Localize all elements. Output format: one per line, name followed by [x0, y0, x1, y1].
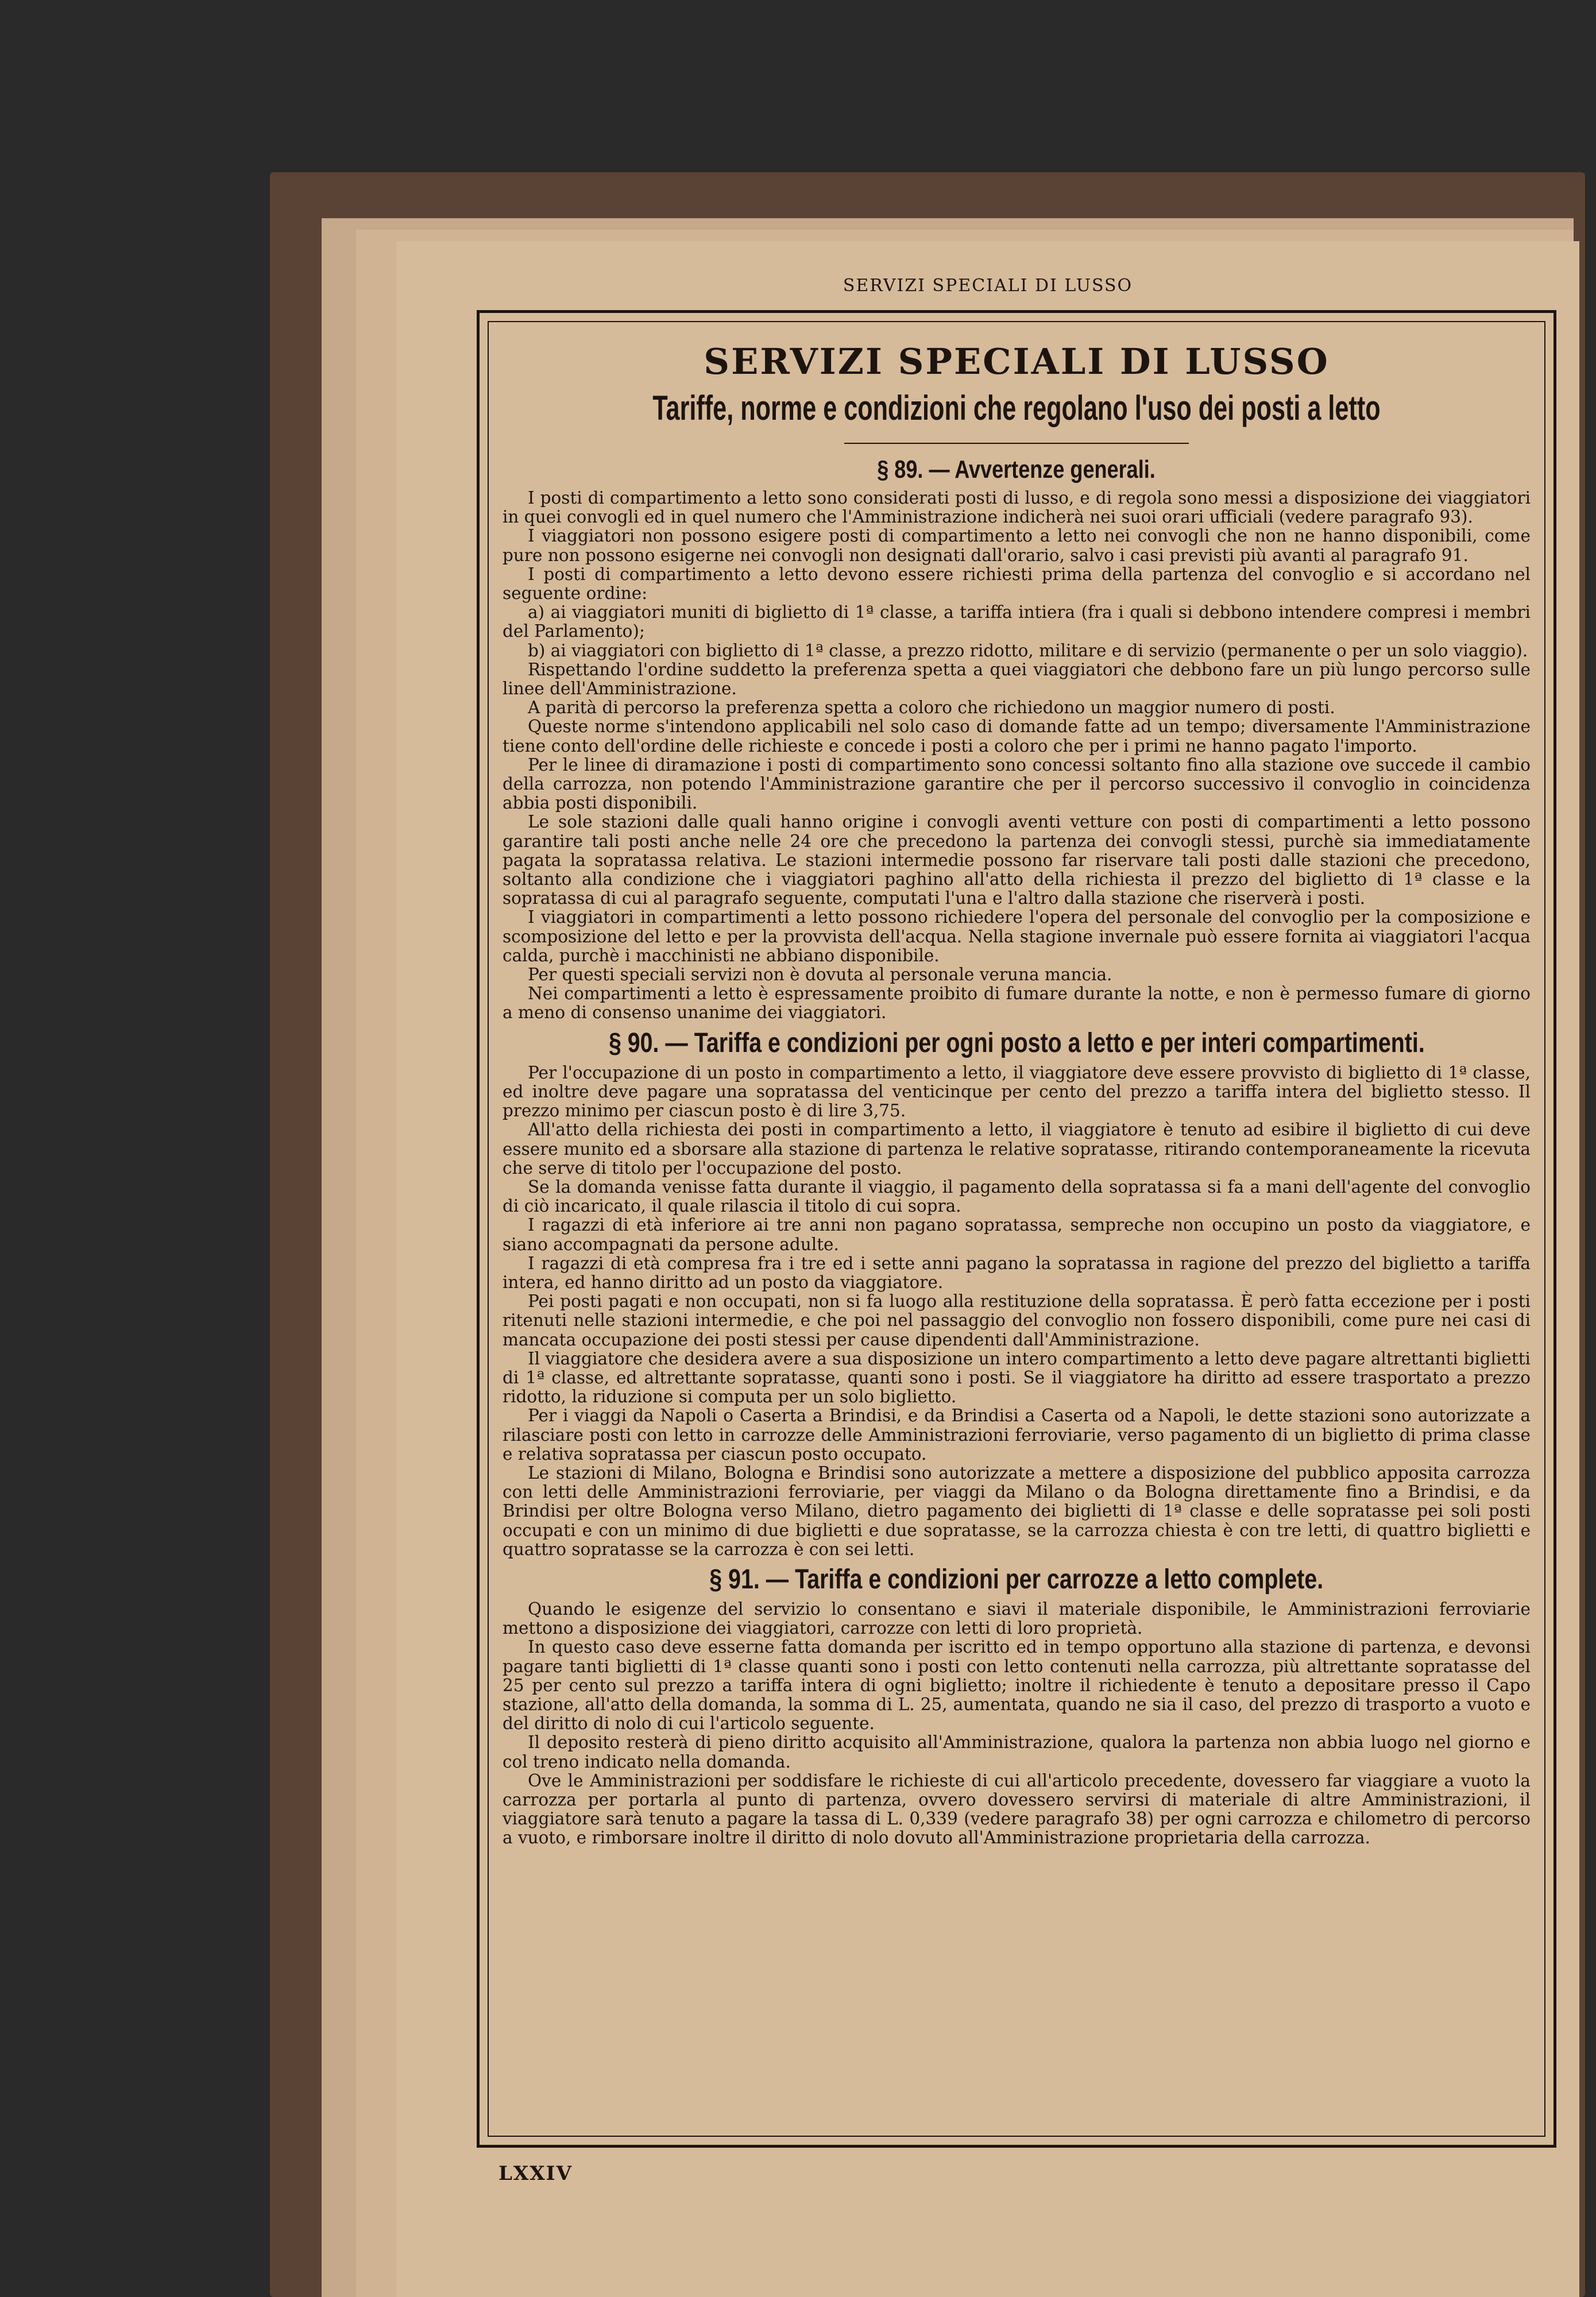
- paragraph: Nei compartimenti a letto è espressamente proibito di fumare durante la notte, e non è permesso fumare di giorno a meno di consenso unanime dei viaggiatori.: [503, 984, 1531, 1023]
- paragraph: Se la domanda venisse fatta durante il viaggio, il pagamento della sopratassa si fa a mani dell'agente del convoglio di ciò incaricato, il quale rilascia il titolo di cui sopra.: [503, 1177, 1531, 1216]
- paragraph: In questo caso deve esserne fatta domanda per iscritto ed in tempo opportuno alla stazione di partenza, e devonsi pagare tanti biglietti di 1ª classe quanti sono i posti con letto contenuti nella carrozza, più altrettante sopratasse del 25 per cento sul prezzo a tariffa intera di ogni biglietto; inoltre il richiedente è tenuto a depositare presso il Capo stazione, all'atto della domanda, la somma di L. 25, aumentata, quando ne sia il caso, del prezzo di trasporto a vuoto e del diritto di nolo di cui l'articolo seguente.: [503, 1637, 1531, 1734]
- paragraph: A parità di percorso la preferenza spetta a coloro che richiedono un maggior numero di posti.: [528, 698, 1335, 718]
- paragraph: Queste norme s'intendono applicabili nel solo caso di domande fatte ad un tempo; diversamente l'Amministrazione tiene conto dell'ordine delle richieste e concede i posti a coloro che per i primi ne hanno pagato l'importo.: [503, 717, 1531, 756]
- section-90-body: [503, 1064, 1531, 1559]
- book-page: [396, 241, 1579, 2297]
- paragraph: a) ai viaggiatori muniti di biglietto di 1ª classe, a tariffa intiera (fra i quali si debbono intendere compresi i membri del Parlamento);: [503, 602, 1531, 641]
- paragraph: I posti di compartimento a letto sono considerati posti di lusso, e di regola sono messi a disposizione dei viaggiatori in quei convogli ed in quel numero che l'Amministrazione indicherà nei suoi orari ufficiali (vedere paragrafo 93).: [503, 488, 1531, 527]
- section-89-body: [503, 489, 1531, 1023]
- paragraph: All'atto della richiesta dei posti in compartimento a letto, il viaggiatore è tenuto ad esibire il biglietto di cui deve essere munito ed a sborsare alla stazione di partenza le relative sopratasse, ritirando contemporaneamente la ricevuta che serve di titolo per l'occupazione del posto.: [503, 1120, 1531, 1178]
- paragraph: Ove le Amministrazioni per soddisfare le richieste di cui all'articolo precedente, dovessero far viaggiare a vuoto la carrozza per portarla al punto di partenza, ovvero dovessero servirsi di materiale di altre Amministrazioni, il viaggiatore sarà tenuto a pagare la tassa di L. 0,339 (vedere paragrafo 38) per ogni carrozza e chilometro di percorso a vuoto, e rimborsare inoltre il diritto di nolo dovuto all'Amministrazione proprietaria della carrozza.: [503, 1770, 1531, 1848]
- section-heading-91: § 91. — Tariffa e condizioni per carrozze a letto complete.: [709, 1564, 1324, 1595]
- page-title: SERVIZI SPECIALI DI LUSSO: [704, 341, 1330, 382]
- paragraph: Le stazioni di Milano, Bologna e Brindisi sono autorizzate a mettere a disposizione del pubblico apposita carrozza con letti delle Amministrazioni ferroviarie, per viaggi da Milano o da Bologna direttamente fino a Brindisi, e da Brindisi per oltre Bologna verso Milano, dietro pagamento dei biglietti di 1ª classe e delle sopratasse pei soli posti occupati e con un minimo di due biglietti e due sopratasse, se la carrozza chiesta è con tre letti, di quattro biglietti e quattro sopratasse se la carrozza è con sei letti.: [503, 1463, 1531, 1559]
- section-heading-90: § 90. — Tariffa e condizioni per ogni posto a letto e per interi compartimenti.: [608, 1027, 1425, 1058]
- section-91-body: [503, 1600, 1531, 1848]
- section-heading-89: § 89. — Avvertenze generali.: [877, 455, 1156, 484]
- title-rule: [844, 443, 1189, 444]
- paragraph: b) ai viaggiatori con biglietto di 1ª classe, a prezzo ridotto, militare e di servizio (permanente o per un solo viaggio).: [528, 640, 1528, 660]
- paragraph: Per le linee di diramazione i posti di compartimento sono concessi soltanto fino alla stazione ove succede il cambio della carrozza, non potendo l'Amministrazione garantire che per il percorso successivo il convoglio in coincidenza abbia posti disponibili.: [503, 755, 1531, 813]
- paragraph: Le sole stazioni dalle quali hanno origine i convogli aventi vetture con posti di compartimenti a letto possono garantire tali posti anche nelle 24 ore che precedono la partenza dei convogli stessi, purchè sia immediatamente pagata la sopratassa relativa. Le stazioni intermedie possono far riservare tali posti dalle stazioni che precedono, soltanto alla condizione che i viaggiatori paghino all'atto della richiesta il prezzo del biglietto di 1ª classe e la sopratassa di cui al paragrafo seguente, computati l'una e l'altro dalla stazione che riserverà i posti.: [503, 812, 1531, 908]
- paragraph: Per l'occupazione di un posto in compartimento a letto, il viaggiatore deve essere provvisto di biglietto di 1ª classe, ed inoltre deve pagare una sopratassa del venticinque per cento del prezzo a tariffa intera del biglietto stesso. Il prezzo minimo per ciascun posto è di lire 3,75.: [503, 1062, 1531, 1121]
- paragraph: Quando le esigenze del servizio lo consentano e siavi il materiale disponibile, le Amministrazioni ferroviarie mettono a disposizione dei viaggiatori, carrozze con letti di loro proprietà.: [503, 1599, 1531, 1638]
- paragraph: I posti di compartimento a letto devono essere richiesti prima della partenza del convoglio e si accordano nel seguente ordine:: [503, 564, 1531, 604]
- paragraph: I viaggiatori non possono esigere posti di compartimento a letto nei convogli che non ne hanno disponibili, come pure non possono esigerne nei convogli non designati dall'orario, salvo i casi previsti più avanti al paragrafo 91.: [503, 526, 1531, 565]
- paragraph: I ragazzi di età inferiore ai tre anni non pagano sopratassa, sempreche non occupino un posto da viaggiatore, e siano accompagnati da persone adulte.: [503, 1215, 1531, 1254]
- paragraph: Il deposito resterà di pieno diritto acquisito all'Amministrazione, qualora la partenza non abbia luogo nel giorno e col treno indicato nella domanda.: [503, 1733, 1531, 1772]
- paragraph: Pei posti pagati e non occupati, non si fa luogo alla restituzione della sopratassa. È però fatta eccezione per i posti ritenuti nelle stazioni intermedie, e che poi nel passaggio del convoglio non fossero disponibili, come pure nei casi di mancata occupazione dei posti stessi per cause dipendenti dall'Amministrazione.: [503, 1291, 1531, 1349]
- paragraph: Per questi speciali servizi non è dovuta al personale veruna mancia.: [528, 965, 1112, 985]
- paragraph: Per i viaggi da Napoli o Caserta a Brindisi, e da Brindisi a Caserta od a Napoli, le dette stazioni sono autorizzate a rilasciare posti con letto in carrozze delle Amministrazioni ferroviarie, verso pagamento di un biglietto di prima classe e relativa sopratassa per ciascun posto occupato.: [503, 1406, 1531, 1464]
- paragraph: Il viaggiatore che desidera avere a sua disposizione un intero compartimento a letto deve pagare altrettanti biglietti di 1ª classe, ed altrettante sopratasse, quanti sono i posti. Se il viaggiatore ha diritto ad essere trasportato a prezzo ridotto, la riduzione si computa per un solo biglietto.: [503, 1348, 1531, 1407]
- page-frame: [477, 310, 1556, 2148]
- page-frame-inner: [488, 321, 1545, 2137]
- paragraph: Rispettando l'ordine suddetto la preferenza spetta a quei viaggiatori che debbono fare un più lungo percorso sulle linee dell'Amministrazione.: [503, 659, 1531, 699]
- page-subtitle: Tariffe, norme e condizioni che regolano l'uso dei posti a letto: [652, 389, 1381, 427]
- paragraph: I ragazzi di età compresa fra i tre ed i sette anni pagano la sopratassa in ragione del prezzo del biglietto a tariffa intera, ed hanno diritto ad un posto da viaggiatore.: [503, 1253, 1531, 1292]
- running-head: SERVIZI SPECIALI DI LUSSO: [843, 276, 1133, 296]
- paragraph: I viaggiatori in compartimenti a letto possono richiedere l'opera del personale del convoglio per la composizione e scomposizione del letto e per la provvista dell'acqua. Nella stagione invernale può essere fornita ai viaggiatori l'acqua calda, purchè i macchinisti ne abbiano disponibile.: [503, 907, 1531, 965]
- page-folio: LXXIV: [498, 2162, 573, 2185]
